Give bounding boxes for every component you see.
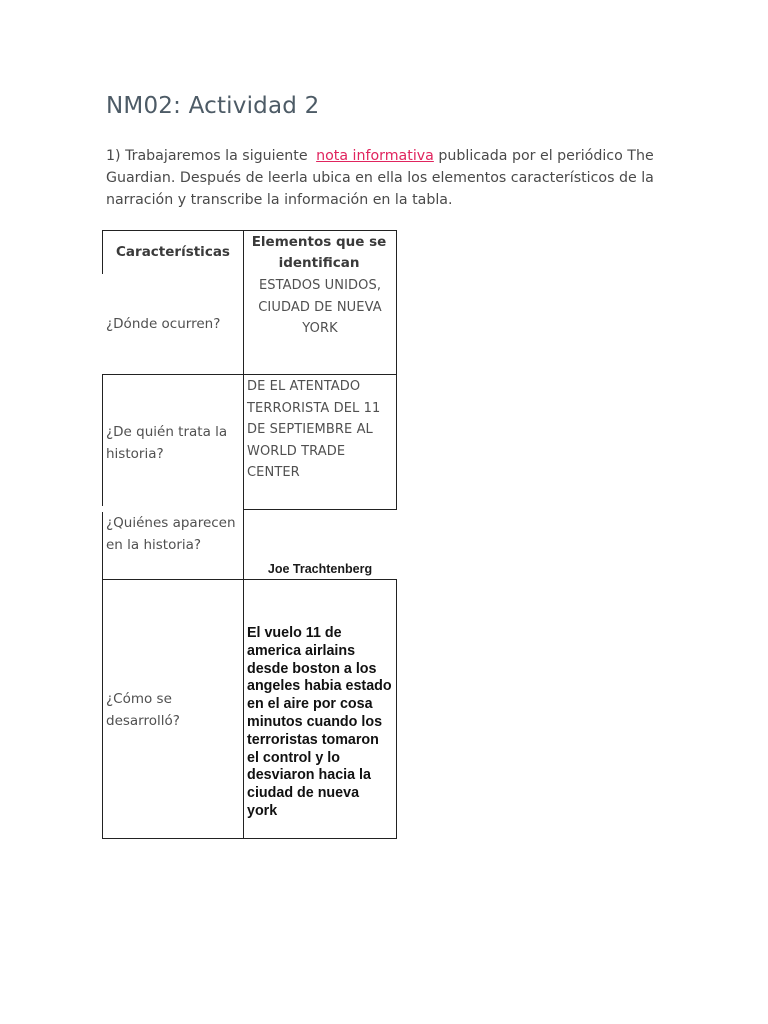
table-border xyxy=(102,512,103,580)
table-border xyxy=(102,838,397,839)
table-border xyxy=(243,579,244,839)
table-border xyxy=(102,230,397,231)
question-quienes: ¿Quiénes aparecen en la historia? xyxy=(106,515,236,553)
table-border xyxy=(102,374,103,506)
intro-paragraph xyxy=(106,145,676,211)
nota-informativa-link[interactable]: nota informativa xyxy=(316,148,434,164)
table-border xyxy=(243,230,244,579)
answer-quien: DE EL ATENTADO TERRORISTA DEL 11 DE SEPTIEMBRE AL WORLD TRADE CENTER xyxy=(247,379,381,480)
question-quien: ¿De quién trata la historia? xyxy=(106,424,228,462)
table-border xyxy=(102,374,397,375)
table-border xyxy=(396,230,397,375)
answer-donde: ESTADOS UNIDOS, CIUDAD DE NUEVA YORK xyxy=(258,278,382,336)
header-caracteristicas: Características xyxy=(116,244,230,260)
table-border xyxy=(396,579,397,839)
table-border xyxy=(396,374,397,510)
page-title: NM02: Actividad 2 xyxy=(106,93,320,119)
answer-como: El vuelo 11 de america airlains desde boston a los angeles habia estado en el aire por cosa minutos cuando los terroristas tomaron el control y lo desviaron hacia la ciudad de nueva york xyxy=(247,625,392,819)
header-elementos: Elementos que se identifican xyxy=(251,234,387,271)
question-donde: ¿Dónde ocurren? xyxy=(106,316,221,332)
table-border xyxy=(102,230,103,274)
intro-text-start: 1) Trabajaremos la siguiente xyxy=(106,148,313,164)
question-como: ¿Cómo se desarrolló? xyxy=(106,691,180,729)
table-border xyxy=(102,579,397,580)
table-border xyxy=(243,509,397,510)
intro-text-end: publicada por el periódico The Guardian. Después de leerla ubica en ella los elementos característicos de la narración y transcribe la información en la tabla. xyxy=(106,148,654,208)
answer-quienes: Joe Trachtenberg xyxy=(267,562,373,576)
table-border xyxy=(102,579,103,839)
